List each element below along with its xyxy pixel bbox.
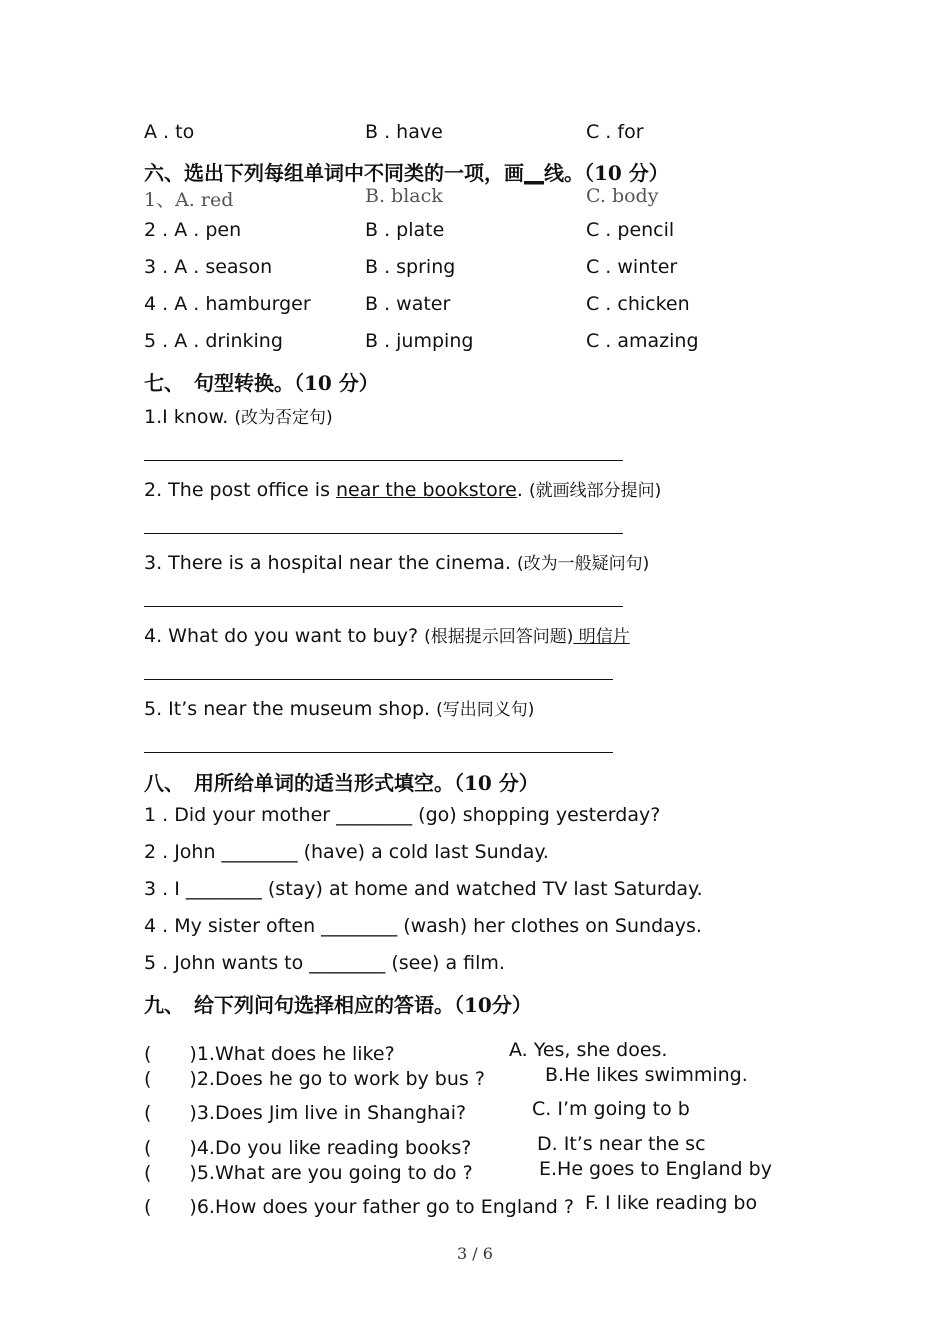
sec7-question-1	[144, 403, 333, 428]
sec9-answer-b: B.He likes swimming.	[545, 1064, 748, 1086]
section-7-title: 七、 句型转换。（10 分）	[144, 371, 379, 395]
sec6-row1-a: 1、A. red	[144, 189, 234, 211]
sec8-item-5: 5 . John wants to ________ (see) a film.	[144, 952, 505, 974]
sec6-row3-a: 3 . A . season	[144, 256, 273, 278]
sec9-question-3: ( )3.Does Jim live in Shanghai?	[144, 1102, 467, 1124]
section-6-title-blank: __	[524, 161, 544, 185]
sec7-q2-post: .	[516, 479, 529, 501]
sec6-row4-c: C . chicken	[586, 293, 690, 315]
sec6-row1-c: C. body	[586, 185, 659, 207]
sec7-question-3	[144, 549, 649, 574]
sec7-question-5	[144, 695, 534, 720]
option-c: C . for	[586, 121, 644, 143]
sec9-answer-d: D. It’s near the sc	[537, 1133, 706, 1155]
sec8-item-2: 2 . John ________ (have) a cold last Sunday.	[144, 841, 549, 863]
sec7-q2-hint: (就画线部分提问)	[528, 481, 662, 501]
section-6-title-part2: 线。（10 分）	[544, 161, 669, 185]
sec9-question-2: ( )2.Does he go to work by bus ?	[144, 1068, 485, 1090]
sec8-item-3: 3 . I ________ (stay) at home and watched TV last Saturday.	[144, 878, 703, 900]
sec7-q1-hint: (改为否定句)	[234, 408, 333, 428]
sec6-row2-b: B . plate	[365, 219, 445, 241]
answer-line-4	[144, 679, 613, 680]
sec7-q3-hint: (改为一般疑问句)	[516, 554, 650, 574]
sec9-question-1: ( )1.What does he like?	[144, 1043, 395, 1065]
answer-line-1	[144, 460, 623, 461]
sec6-row4-a: 4 . A . hamburger	[144, 293, 311, 315]
sec7-q5-text: 5. It’s near the museum shop.	[144, 698, 437, 720]
sec7-q4-answer-hint: 明信片	[573, 627, 630, 647]
sec8-item-4: 4 . My sister often ________ (wash) her clothes on Sundays.	[144, 915, 702, 937]
sec7-question-2	[144, 476, 661, 501]
sec9-answer-a: A. Yes, she does.	[509, 1039, 668, 1061]
sec7-q3-text: 3. There is a hospital near the cinema.	[144, 552, 517, 574]
option-b: B . have	[365, 121, 443, 143]
sec6-row5-b: B . jumping	[365, 330, 474, 352]
sec6-row4-b: B . water	[365, 293, 451, 315]
option-a: A . to	[144, 121, 195, 143]
sec6-row5-c: C . amazing	[586, 330, 699, 352]
sec6-row2-a: 2 . A . pen	[144, 219, 242, 241]
sec9-question-5: ( )5.What are you going to do ?	[144, 1162, 473, 1184]
page-number: 3 / 6	[457, 1244, 493, 1263]
section-8-title: 八、 用所给单词的适当形式填空。（10 分）	[144, 771, 539, 795]
sec7-q2-pre: 2. The post office is	[144, 479, 337, 501]
sec9-answer-c: C. I’m going to b	[532, 1098, 690, 1120]
sec6-row5-a: 5 . A . drinking	[144, 330, 283, 352]
sec9-question-4: ( )4.Do you like reading books?	[144, 1137, 472, 1159]
sec7-q4-hint: (根据提示回答问题)	[424, 627, 574, 647]
sec6-row1-b: B. black	[365, 185, 443, 207]
answer-line-2	[144, 533, 623, 534]
sec7-q1-text: 1.I know.	[144, 406, 235, 428]
answer-line-3	[144, 606, 623, 607]
sec6-row3-c: C . winter	[586, 256, 678, 278]
section-6-title-part1: 六、选出下列每组单词中不同类的一项，画	[144, 161, 524, 185]
section-6-title	[144, 157, 669, 186]
sec9-answer-f: F. I like reading bo	[585, 1192, 758, 1214]
sec8-item-1: 1 . Did your mother ________ (go) shopping yesterday?	[144, 804, 661, 826]
sec7-q2-underlined: near the bookstore	[336, 479, 517, 501]
sec9-question-6: ( )6.How does your father go to England ?	[144, 1196, 574, 1218]
sec7-q4-text: 4. What do you want to buy?	[144, 625, 425, 647]
answer-line-5	[144, 752, 613, 753]
sec6-row3-b: B . spring	[365, 256, 456, 278]
sec9-answer-e: E.He goes to England by	[539, 1158, 772, 1180]
sec7-question-4	[144, 622, 630, 647]
section-9-title: 九、 给下列问句选择相应的答语。（10分）	[144, 993, 532, 1017]
sec7-q5-hint: (写出同义句)	[436, 700, 535, 720]
sec6-row2-c: C . pencil	[586, 219, 675, 241]
